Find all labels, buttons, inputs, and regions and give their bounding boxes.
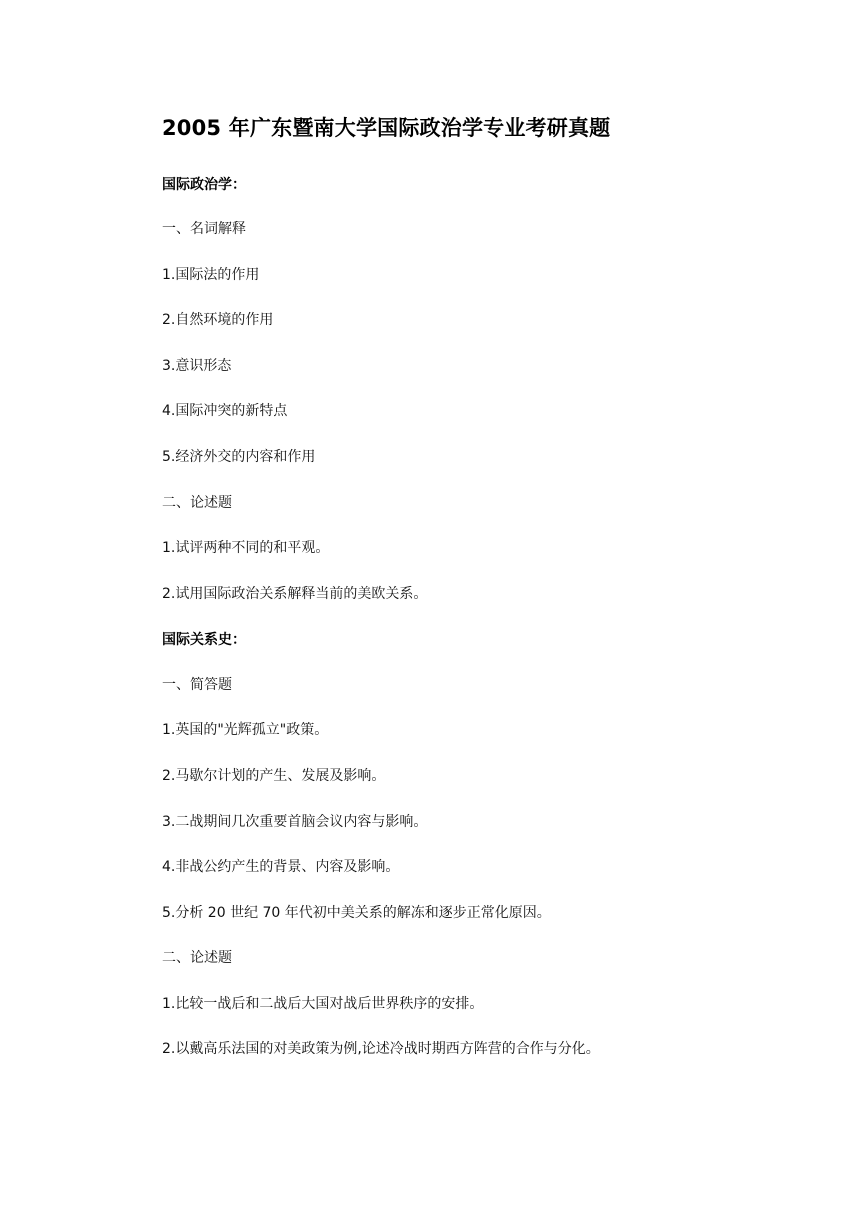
part-heading-term-explanation: 一、名词解释 [162,221,246,237]
list-item: 3.二战期间几次重要首脑会议内容与影响。 [162,814,428,830]
list-item: 2.马歇尔计划的产生、发展及影响。 [162,768,386,784]
list-item: 4.非战公约产生的背景、内容及影响。 [162,859,400,875]
list-item: 3.意识形态 [162,358,232,374]
section-heading-international-politics: 国际政治学： [162,177,246,193]
list-item: 1.英国的"光辉孤立"政策。 [162,722,329,738]
list-item: 1.试评两种不同的和平观。 [162,540,330,556]
page-title: 2005 年广东暨南大学国际政治学专业考研真题 [162,116,611,140]
list-item: 5.经济外交的内容和作用 [162,449,316,465]
part-heading-short-answer: 一、简答题 [162,677,232,693]
list-item: 2.试用国际政治关系解释当前的美欧关系。 [162,586,428,602]
list-item: 2.以戴高乐法国的对美政策为例,论述冷战时期西方阵营的合作与分化。 [162,1041,600,1057]
list-item: 4.国际冲突的新特点 [162,403,288,419]
list-item: 1.比较一战后和二战后大国对战后世界秩序的安排。 [162,996,484,1012]
list-item: 1.国际法的作用 [162,267,260,283]
section-heading-international-relations-history: 国际关系史： [162,632,246,648]
list-item: 2.自然环境的作用 [162,312,274,328]
part-heading-essay-questions: 二、论述题 [162,950,232,966]
part-heading-essay-questions: 二、论述题 [162,495,232,511]
list-item: 5.分析 20 世纪 70 年代初中美关系的解冻和逐步正常化原因。 [162,905,551,921]
